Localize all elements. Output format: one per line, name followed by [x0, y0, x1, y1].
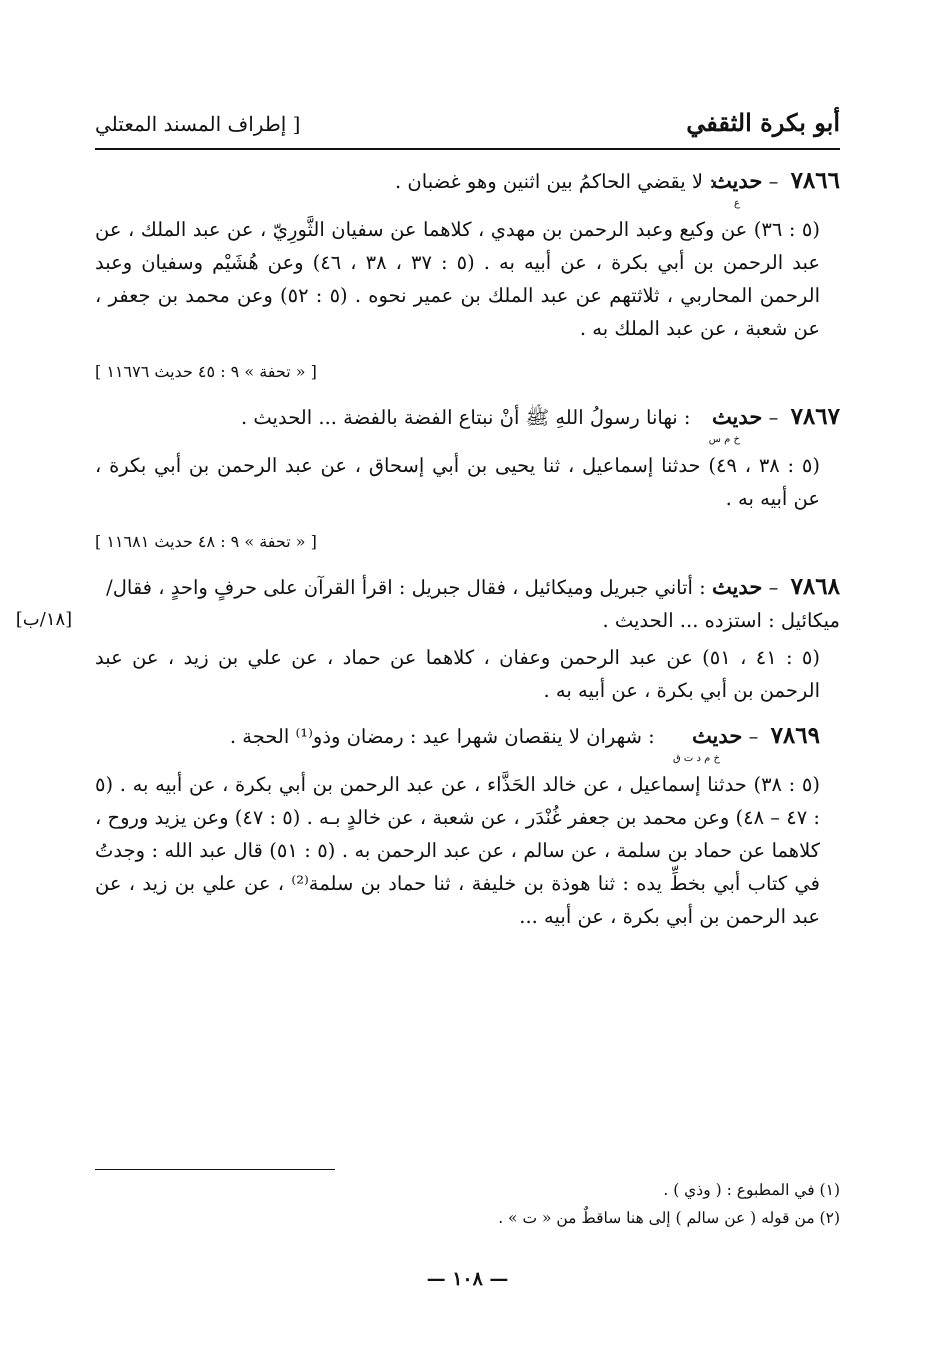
hadith-word: حديث	[711, 574, 763, 599]
document-page	[15, 0, 840, 1371]
hadith-entry	[95, 164, 840, 388]
hadith-line: ٧٨٦٦ – حديثع : لا يقضي الحاكمُ بين اثنين وهو غضبان .	[395, 167, 840, 209]
hadith-word: حديث	[691, 723, 743, 748]
hadith-line: ٧٨٦٩ – حديثخ م د ت ق : شهران لا ينقصان شهرا عيد : رمضان وذو⁽¹⁾ الحجة .	[229, 722, 820, 764]
hadith-text: : شهران لا ينقصان شهرا عيد : رمضان وذو⁽¹⁾ الحجة .	[229, 725, 655, 748]
footnote-rule	[95, 1169, 335, 1170]
hadith-sigla: خ م د ت ق	[672, 753, 720, 764]
hadith-entry	[95, 400, 840, 558]
footnote: (٢) من قوله ( عن سالم ) إلى هنا ساقطٌ من « ت » .	[498, 1209, 840, 1227]
running-header	[95, 108, 840, 148]
page-number: — ١٠٨ —	[426, 1268, 509, 1290]
tuhfa-reference: [ « تحفة » ٩ : ٤٥ حديث ١١٦٧٦ ]	[95, 362, 317, 381]
hadith-entry	[15, 570, 840, 707]
header-section-title: [ إطراف المسند المعتلي	[95, 112, 301, 136]
hadith-word: حديث	[711, 404, 763, 429]
hadith-sigla: ع	[733, 198, 740, 209]
hadith-number: ٧٨٦٩	[770, 722, 820, 749]
hadith-sigla: خ م س	[708, 434, 740, 445]
tuhfa-reference: [ « تحفة » ٩ : ٤٨ حديث ١١٦٨١ ]	[95, 532, 317, 551]
header-rule	[95, 148, 840, 150]
hadith-number: ٧٨٦٧	[790, 403, 840, 430]
isnad-paragraph: (٥ : ٣٨ ، ٤٩) حدثنا إسماعيل ، ثنا يحيى بن أبي إسحاق ، عن عبد الرحمن بن أبي بكرة ، عن أبيه به .	[95, 454, 820, 510]
footnote: (١) في المطبوع : ( وذي ) .	[663, 1181, 840, 1199]
hadith-line: ٧٨٦٨ – حديث : أتاني جبريل وميكائيل ، فقال جبريل : اقرأ القرآن على حرفٍ واحدٍ ، فقال/ ميكائيل : استزده ... الحديث .	[106, 573, 840, 632]
hadith-word: حديث	[711, 168, 763, 193]
manuscript-folio-note: [١٨/ب]	[15, 609, 73, 630]
header-book-title: أبو بكرة الثقفي	[686, 108, 840, 137]
hadith-text: : لا يقضي الحاكمُ بين اثنين وهو غضبان .	[395, 170, 716, 193]
hadith-entry	[95, 719, 840, 933]
isnad-paragraph: (٥ : ٣٨) حدثنا إسماعيل ، عن خالد الحَذَّاء ، عن عبد الرحمن بن أبي بكرة ، عن أبيه به . (٥ : ٤٧ – ٤٨) وعن محمد بن جعفر غُنْدَر ، عن شعبة ، عن خالدٍ بـه . (٥ : ٤٧) وعن يزيد وروح ، كلاهما عن حماد بن سلمة ، عن سالم ، عن عبد الرحمن به . (٥ : ٥١) قال عبد الله : وجدتُ في كتاب أبي بخطِّ يده : ثنا هوذة بن خليفة ، ثنا حماد بن سلمة⁽²⁾ ، عن علي بن زيد ، عن عبد الرحمن بن أبي بكرة ، عن أبيه ...	[95, 773, 821, 928]
hadith-text: : نهانا رسولُ اللهِ ﷺ أنْ نبتاع الفضة بالفضة ... الحديث .	[241, 406, 691, 429]
isnad-paragraph: (٥ : ٤١ ، ٥١) عن عبد الرحمن وعفان ، كلاهما عن حماد ، عن علي بن زيد ، عن عبد الرحمن بن أبي بكرة ، عن أبيه به .	[95, 646, 821, 702]
hadith-line: ٧٨٦٧ – حديثخ م س : نهانا رسولُ اللهِ ﷺ أنْ نبتاع الفضة بالفضة ... الحديث .	[241, 403, 840, 445]
footnotes	[95, 1176, 840, 1232]
main-text	[15, 164, 840, 945]
isnad-paragraph: (٥ : ٣٦) عن وكيع وعبد الرحمن بن مهدي ، كلاهما عن سفيان الثَّورِيّ ، عن عبد الملك ، عن عبد الرحمن بن أبي بكرة ، عن أبيه به . (٥ : ٣٧ ، ٣٨ ، ٤٦) وعن هُشَيْم وسفيان وعبد الرحمن المحاربي ، ثلاثتهم عن عبد الملك بن عمير نحوه . (٥ : ٥٢) وعن محمد بن جعفر ، عن شعبة ، عن عبد الملك به .	[95, 218, 821, 340]
hadith-text: : أتاني جبريل وميكائيل ، فقال جبريل : اقرأ القرآن على حرفٍ واحدٍ ، فقال/ ميكائيل : استزده ... الحديث .	[106, 576, 840, 632]
hadith-number: ٧٨٦٨	[790, 573, 840, 600]
hadith-number: ٧٨٦٦	[790, 167, 840, 194]
